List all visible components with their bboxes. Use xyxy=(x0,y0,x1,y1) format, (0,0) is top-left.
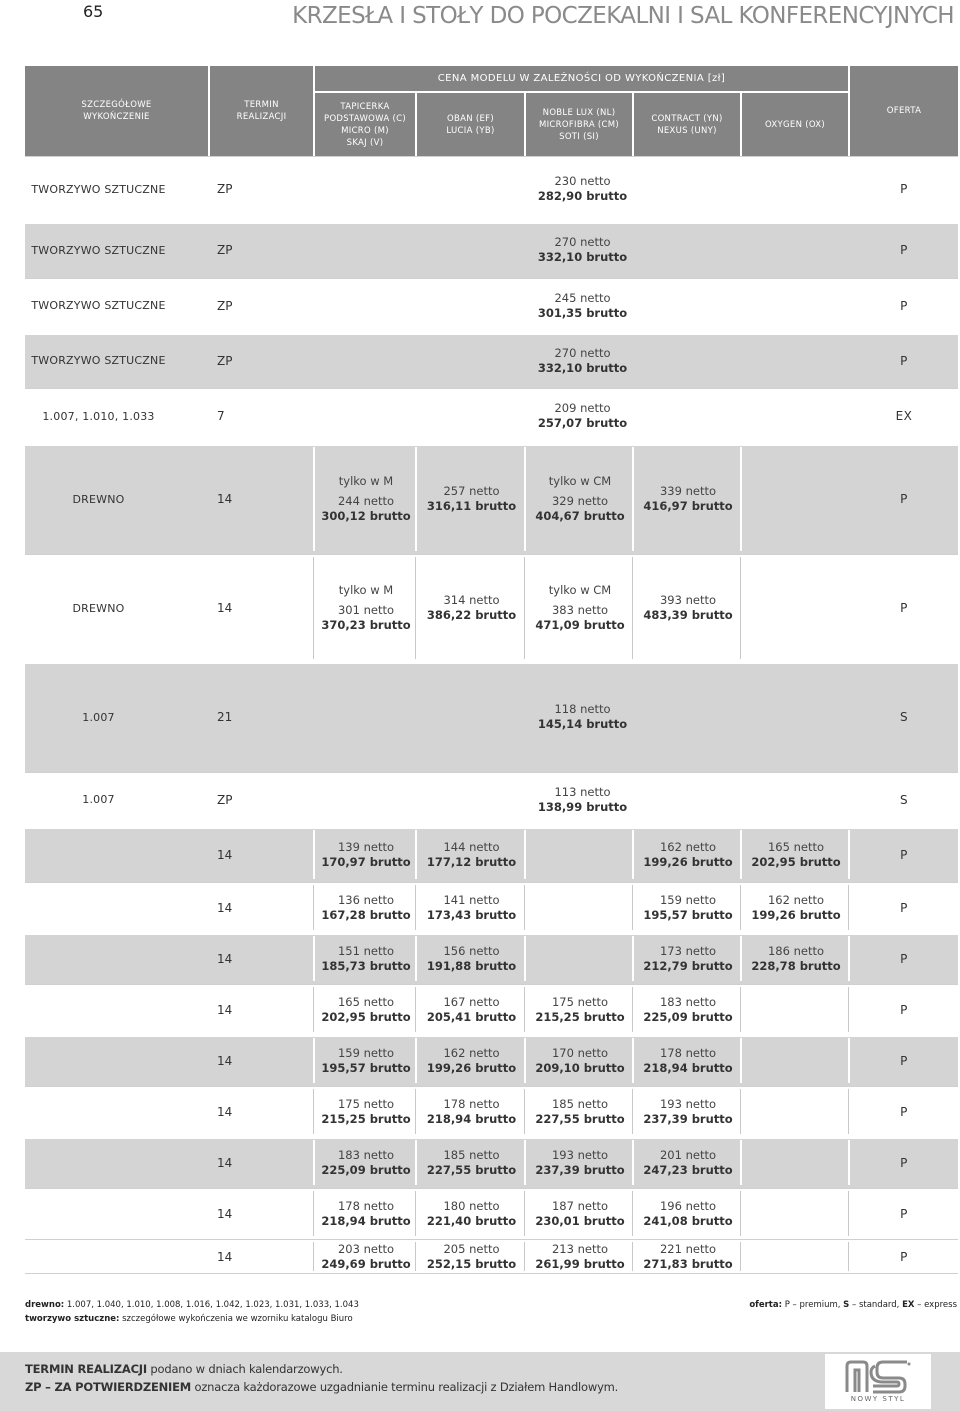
page-title: KRZESŁA I STOŁY DO POCZEKALNI I SAL KONFERENCYJNYCH xyxy=(292,3,954,29)
price-cell-5 xyxy=(742,1239,850,1274)
price-net: 314 netto xyxy=(443,593,500,607)
header-term: TERMIN REALIZACJI xyxy=(210,66,313,156)
price-cell-2 xyxy=(417,1239,526,1274)
price-net: 383 netto xyxy=(551,603,609,617)
column-divider xyxy=(632,885,633,930)
column-divider xyxy=(313,987,314,1032)
price-net: 165 netto xyxy=(337,994,395,1009)
price-gross: 212,79 brutto xyxy=(643,958,733,973)
price-gross: 195,57 brutto xyxy=(321,1060,411,1075)
price-cell-3 xyxy=(526,1035,634,1086)
header-column-5: OXYGEN (OX) xyxy=(742,93,848,156)
price-gross: 249,69 brutto xyxy=(321,1256,411,1271)
price-cell-1 xyxy=(315,444,417,554)
legend-s-text: – standard, xyxy=(849,1300,903,1310)
row-term: 7 xyxy=(217,409,225,423)
price-gross: 241,08 brutto xyxy=(643,1213,733,1228)
price-table xyxy=(25,66,958,1274)
price-gross: 237,39 brutto xyxy=(535,1162,625,1177)
legend-ex-code: EX xyxy=(902,1300,915,1310)
legend-p-text: – premium, xyxy=(789,1300,844,1310)
price-cell-2 xyxy=(417,1035,526,1086)
price-gross: 271,83 brutto xyxy=(643,1256,733,1271)
price-net: 178 netto xyxy=(337,1198,395,1213)
column-divider xyxy=(524,1242,525,1271)
column-divider xyxy=(632,987,633,1032)
price-gross: 301,35 brutto xyxy=(537,305,628,320)
price-net: 139 netto xyxy=(337,839,395,854)
price-gross: 483,39 brutto xyxy=(643,608,733,622)
row-term: ZP xyxy=(217,298,233,313)
price-cell-1 xyxy=(315,1137,417,1188)
row-term: 14 xyxy=(217,1206,233,1221)
price-net: 245 netto xyxy=(554,290,611,305)
row-term: ZP xyxy=(217,353,233,368)
info-term-text: podano w dniach kalendarzowych. xyxy=(146,1362,343,1376)
price-cell-3 xyxy=(526,1137,634,1188)
price-gross: 332,10 brutto xyxy=(537,360,628,375)
price-cell-3 xyxy=(526,1239,634,1274)
price-net: 159 netto xyxy=(337,1045,395,1060)
column-divider xyxy=(415,557,416,659)
column-divider xyxy=(415,1191,416,1236)
price-net: 175 netto xyxy=(551,994,609,1009)
price-net: 165 netto xyxy=(767,839,825,854)
info-line-zp xyxy=(25,1380,618,1394)
price-net: 193 netto xyxy=(551,1147,609,1162)
price-net: 257 netto xyxy=(443,484,500,498)
header-price-group: CENA MODELU W ZALEŻNOŚCI OD WYKOŃCZENIA [zł] xyxy=(315,66,848,91)
price-net: 183 netto xyxy=(659,994,717,1009)
row-offer: P xyxy=(900,847,908,862)
row-label: 1.007, 1.010, 1.033 xyxy=(42,409,155,423)
column-divider xyxy=(313,936,315,981)
price-net: 187 netto xyxy=(551,1198,609,1213)
page-number: 65 xyxy=(83,2,104,21)
row-term: 14 xyxy=(217,900,233,915)
row-offer: P xyxy=(900,951,908,966)
column-divider xyxy=(848,885,849,930)
price-cell-3 xyxy=(526,882,634,933)
row-label: TWORZYWO SZTUCZNE xyxy=(31,354,166,367)
price-cell-2 xyxy=(417,882,526,933)
price-gross: 170,97 brutto xyxy=(321,854,411,869)
row-offer: S xyxy=(899,792,909,807)
price-net: 230 netto xyxy=(554,174,611,188)
row-term: 14 xyxy=(217,1104,233,1119)
price-net: 213 netto xyxy=(551,1241,609,1256)
price-net: 136 netto xyxy=(337,892,395,907)
row-term: ZP xyxy=(217,243,233,257)
header-details: SZCZEGÓŁOWE WYKOŃCZENIE xyxy=(25,66,208,156)
price-cell-4 xyxy=(634,984,742,1035)
price-gross: 416,97 brutto xyxy=(643,499,733,513)
price-net: 209 netto xyxy=(554,401,611,415)
price-gross: 199,26 brutto xyxy=(643,854,733,869)
price-gross: 215,25 brutto xyxy=(321,1111,411,1126)
price-cell-5 xyxy=(742,1035,850,1086)
row-offer: P xyxy=(900,1104,908,1119)
legend-tworzywo-text: szczegółowe wykończenia we wzorniku katalogu Biuro xyxy=(119,1314,353,1324)
table-bottom-rule xyxy=(25,1273,958,1274)
price-gross: 257,07 brutto xyxy=(537,416,628,430)
legend-p-code: P xyxy=(784,1300,790,1310)
column-divider xyxy=(848,1242,849,1271)
price-cell-3 xyxy=(526,554,634,662)
price-gross: 177,12 brutto xyxy=(426,854,517,869)
price-gross: 218,94 brutto xyxy=(426,1111,517,1126)
column-divider xyxy=(415,1242,416,1271)
price-cell-2 xyxy=(417,933,526,984)
row-offer: EX xyxy=(895,409,913,423)
column-divider xyxy=(524,557,525,659)
price-cell-4 xyxy=(634,933,742,984)
price-net: 196 netto xyxy=(659,1198,717,1213)
row-label: DREWNO xyxy=(72,601,125,615)
price-cell-1 xyxy=(315,933,417,984)
price-gross: 300,12 brutto xyxy=(321,509,411,523)
price-net: 151 netto xyxy=(337,943,395,958)
row-label: TWORZYWO SZTUCZNE xyxy=(31,182,166,196)
info-zp-label: ZP – ZA POTWIERDZENIEM xyxy=(25,1380,192,1394)
price-gross: 202,95 brutto xyxy=(751,854,841,869)
price-gross: 404,67 brutto xyxy=(535,509,625,523)
price-net: 201 netto xyxy=(659,1147,717,1162)
price-net: 339 netto xyxy=(659,484,717,498)
price-net: 144 netto xyxy=(443,839,500,854)
price-net: 167 netto xyxy=(443,994,500,1009)
column-divider xyxy=(524,885,525,930)
column-divider xyxy=(415,885,416,930)
price-cell-3 xyxy=(526,1086,634,1137)
price-gross: 173,43 brutto xyxy=(426,907,517,922)
price-gross: 332,10 brutto xyxy=(537,250,628,264)
column-divider xyxy=(524,987,525,1032)
price-cell-1 xyxy=(315,827,417,882)
row-label: TWORZYWO SZTUCZNE xyxy=(31,243,166,257)
column-divider xyxy=(632,1191,633,1236)
price-net: 393 netto xyxy=(659,593,717,607)
column-divider xyxy=(848,987,849,1032)
price-gross: 218,94 brutto xyxy=(643,1060,733,1075)
price-net: 270 netto xyxy=(554,345,611,360)
price-cell-2 xyxy=(417,1188,526,1239)
price-cell-1 xyxy=(315,882,417,933)
legend-drewno-text: 1.007, 1.040, 1.010, 1.008, 1.016, 1.042, 1.023, 1.031, 1.033, 1.043 xyxy=(64,1300,359,1310)
price-gross: 228,78 brutto xyxy=(751,958,841,973)
price-gross: 195,57 brutto xyxy=(643,907,733,922)
column-divider xyxy=(313,1038,315,1083)
price-gross: 316,11 brutto xyxy=(426,499,517,513)
column-divider xyxy=(415,1089,416,1134)
legend-tworzywo-label: tworzywo sztuczne: xyxy=(25,1314,120,1324)
column-divider xyxy=(313,1191,314,1236)
price-net: 159 netto xyxy=(659,892,717,907)
column-divider xyxy=(848,830,850,879)
brand-logo-text: NOWY STYL xyxy=(850,1395,906,1403)
price-net: 178 netto xyxy=(443,1096,500,1111)
column-divider xyxy=(524,1089,525,1134)
price-cell-3 xyxy=(526,827,634,882)
price-gross: 386,22 brutto xyxy=(426,608,517,622)
column-divider xyxy=(740,1089,741,1134)
row-offer: P xyxy=(900,492,908,506)
price-cell-span xyxy=(315,222,850,278)
legend-oferta-label: oferta: xyxy=(749,1300,783,1310)
header-column-3: NOBLE LUX (NL) MICROFIBRA (CM) SOTI (SI) xyxy=(526,93,632,156)
legend-oferta xyxy=(749,1300,957,1310)
price-cell-span xyxy=(315,156,850,222)
row-offer: P xyxy=(900,1206,908,1221)
row-term: ZP xyxy=(217,182,233,196)
price-cell-span xyxy=(315,388,850,444)
price-cell-4 xyxy=(634,444,742,554)
price-net: 301 netto xyxy=(337,603,395,617)
price-gross: 227,55 brutto xyxy=(535,1111,625,1126)
price-cell-4 xyxy=(634,1239,742,1274)
header-column-1: TAPICERKA PODSTAWOWA (C) MICRO (M) SKAJ (V) xyxy=(315,93,415,156)
price-gross: 225,09 brutto xyxy=(643,1009,733,1024)
price-net: 244 netto xyxy=(337,494,395,508)
price-cell-span xyxy=(315,662,850,772)
header-column-2: OBAN (EF) LUCIA (YB) xyxy=(417,93,524,156)
row-offer: S xyxy=(899,710,909,724)
price-cell-1 xyxy=(315,1035,417,1086)
price-cell-4 xyxy=(634,554,742,662)
price-net: 175 netto xyxy=(337,1096,395,1111)
price-cell-5 xyxy=(742,827,850,882)
price-gross: 237,39 brutto xyxy=(643,1111,733,1126)
row-term: 14 xyxy=(217,601,233,615)
column-divider xyxy=(740,557,741,659)
price-cell-1 xyxy=(315,1188,417,1239)
price-net: 186 netto xyxy=(767,943,825,958)
column-divider xyxy=(313,447,315,551)
row-term: 14 xyxy=(217,847,233,862)
row-label: DREWNO xyxy=(72,492,125,506)
column-divider xyxy=(740,885,741,930)
column-divider xyxy=(313,830,315,879)
row-offer: P xyxy=(900,1249,908,1264)
price-gross: 252,15 brutto xyxy=(426,1256,517,1271)
price-cell-5 xyxy=(742,882,850,933)
row-label: 1.007 xyxy=(82,793,115,806)
column-divider xyxy=(848,1089,849,1134)
price-note: tylko w CM xyxy=(548,474,612,488)
price-gross: 221,40 brutto xyxy=(426,1213,517,1228)
price-cell-5 xyxy=(742,1137,850,1188)
price-net: 173 netto xyxy=(659,943,717,958)
column-divider xyxy=(848,1038,850,1083)
price-cell-3 xyxy=(526,1188,634,1239)
price-gross: 218,94 brutto xyxy=(321,1213,411,1228)
price-net: 180 netto xyxy=(443,1198,500,1213)
price-net: 141 netto xyxy=(443,892,500,907)
price-net: 113 netto xyxy=(554,784,611,799)
row-offer: P xyxy=(900,1002,908,1017)
price-net: 185 netto xyxy=(443,1147,500,1162)
column-divider xyxy=(632,557,633,659)
price-cell-1 xyxy=(315,554,417,662)
price-net: 221 netto xyxy=(659,1241,717,1256)
price-cell-4 xyxy=(634,1188,742,1239)
price-cell-3 xyxy=(526,933,634,984)
price-note: tylko w M xyxy=(338,583,394,597)
price-gross: 191,88 brutto xyxy=(426,958,517,973)
price-cell-span xyxy=(315,278,850,333)
price-cell-4 xyxy=(634,882,742,933)
price-net: 205 netto xyxy=(443,1241,500,1256)
row-offer: P xyxy=(900,900,908,915)
price-cell-5 xyxy=(742,984,850,1035)
price-gross: 199,26 brutto xyxy=(426,1060,517,1075)
column-divider xyxy=(848,1191,849,1236)
column-divider xyxy=(632,1242,633,1271)
price-gross: 230,01 brutto xyxy=(535,1213,625,1228)
price-net: 118 netto xyxy=(554,702,611,716)
row-term: 14 xyxy=(217,951,233,966)
price-cell-2 xyxy=(417,984,526,1035)
price-gross: 215,25 brutto xyxy=(535,1009,625,1024)
price-gross: 209,10 brutto xyxy=(535,1060,625,1075)
price-cell-2 xyxy=(417,827,526,882)
price-cell-span xyxy=(315,772,850,827)
price-net: 156 netto xyxy=(443,943,500,958)
price-net: 170 netto xyxy=(551,1045,609,1060)
price-net: 203 netto xyxy=(337,1241,395,1256)
column-divider xyxy=(848,936,850,981)
price-net: 162 netto xyxy=(767,892,825,907)
row-offer: P xyxy=(900,1053,908,1068)
row-term: 14 xyxy=(217,1249,233,1264)
price-gross: 282,90 brutto xyxy=(537,189,628,203)
legend-drewno-label: drewno: xyxy=(25,1300,65,1310)
price-cell-4 xyxy=(634,1035,742,1086)
price-cell-span xyxy=(315,333,850,388)
column-divider xyxy=(524,1191,525,1236)
price-cell-2 xyxy=(417,1137,526,1188)
price-net: 329 netto xyxy=(551,494,609,508)
header-offer: OFERTA xyxy=(850,66,958,156)
price-net: 162 netto xyxy=(659,839,717,854)
price-gross: 227,55 brutto xyxy=(426,1162,517,1177)
price-cell-4 xyxy=(634,1137,742,1188)
column-divider xyxy=(848,1140,850,1185)
row-offer: P xyxy=(900,182,908,196)
price-cell-1 xyxy=(315,1086,417,1137)
column-divider xyxy=(313,1242,314,1271)
legend-s-code: S xyxy=(843,1300,850,1310)
price-cell-2 xyxy=(417,1086,526,1137)
row-term: 14 xyxy=(217,1002,233,1017)
price-net: 183 netto xyxy=(337,1147,395,1162)
price-gross: 205,41 brutto xyxy=(426,1009,517,1024)
price-cell-3 xyxy=(526,984,634,1035)
price-net: 162 netto xyxy=(443,1045,500,1060)
price-gross: 167,28 brutto xyxy=(321,907,411,922)
price-note: tylko w M xyxy=(338,474,394,488)
price-gross: 138,99 brutto xyxy=(537,799,628,814)
price-gross: 199,26 brutto xyxy=(751,907,841,922)
row-term: 21 xyxy=(217,710,233,724)
row-term: 14 xyxy=(217,1155,233,1170)
header-column-4: CONTRACT (YN) NEXUS (UNY) xyxy=(634,93,740,156)
price-cell-5 xyxy=(742,933,850,984)
price-gross: 225,09 brutto xyxy=(321,1162,411,1177)
row-offer: P xyxy=(900,243,908,257)
brand-logo xyxy=(825,1354,931,1409)
column-divider xyxy=(415,987,416,1032)
info-line-term xyxy=(25,1362,343,1376)
row-term: 14 xyxy=(217,1053,233,1068)
row-label: TWORZYWO SZTUCZNE xyxy=(31,299,166,312)
price-net: 185 netto xyxy=(551,1096,609,1111)
price-note: tylko w CM xyxy=(548,583,612,597)
row-offer: P xyxy=(900,298,908,313)
price-net: 178 netto xyxy=(659,1045,717,1060)
price-cell-2 xyxy=(417,444,526,554)
price-cell-4 xyxy=(634,1086,742,1137)
price-cell-3 xyxy=(526,444,634,554)
price-gross: 145,14 brutto xyxy=(537,717,628,731)
row-term: 14 xyxy=(217,492,233,506)
column-divider xyxy=(740,987,741,1032)
row-label: 1.007 xyxy=(82,710,115,724)
price-gross: 471,09 brutto xyxy=(535,618,625,632)
column-divider xyxy=(740,447,742,551)
column-divider xyxy=(313,557,314,659)
price-gross: 185,73 brutto xyxy=(321,958,411,973)
price-cell-1 xyxy=(315,984,417,1035)
column-divider xyxy=(313,1089,314,1134)
legend-drewno xyxy=(25,1300,359,1310)
price-cell-1 xyxy=(315,1239,417,1274)
legend-tworzywo xyxy=(25,1314,353,1324)
column-divider xyxy=(313,885,314,930)
row-offer: P xyxy=(900,353,908,368)
price-cell-5 xyxy=(742,1188,850,1239)
price-cell-5 xyxy=(742,1086,850,1137)
price-net: 193 netto xyxy=(659,1096,717,1111)
price-gross: 247,23 brutto xyxy=(643,1162,733,1177)
price-gross: 370,23 brutto xyxy=(321,618,411,632)
column-divider xyxy=(740,1191,741,1236)
column-divider xyxy=(740,1242,741,1271)
column-divider xyxy=(632,1089,633,1134)
info-zp-text: oznacza każdorazowe uzgadnianie terminu realizacji z Działem Handlowym. xyxy=(191,1380,619,1394)
row-offer: P xyxy=(900,601,908,615)
legend-ex-text: – express xyxy=(914,1300,957,1310)
info-term-label: TERMIN REALIZACJI xyxy=(25,1362,147,1376)
column-divider xyxy=(313,1140,315,1185)
brand-logo-icon xyxy=(843,1360,913,1394)
price-gross: 261,99 brutto xyxy=(535,1256,625,1271)
price-cell-4 xyxy=(634,827,742,882)
price-gross: 202,95 brutto xyxy=(321,1009,411,1024)
price-net: 270 netto xyxy=(554,235,611,249)
price-cell-2 xyxy=(417,554,526,662)
row-offer: P xyxy=(900,1155,908,1170)
row-term: ZP xyxy=(217,792,233,807)
